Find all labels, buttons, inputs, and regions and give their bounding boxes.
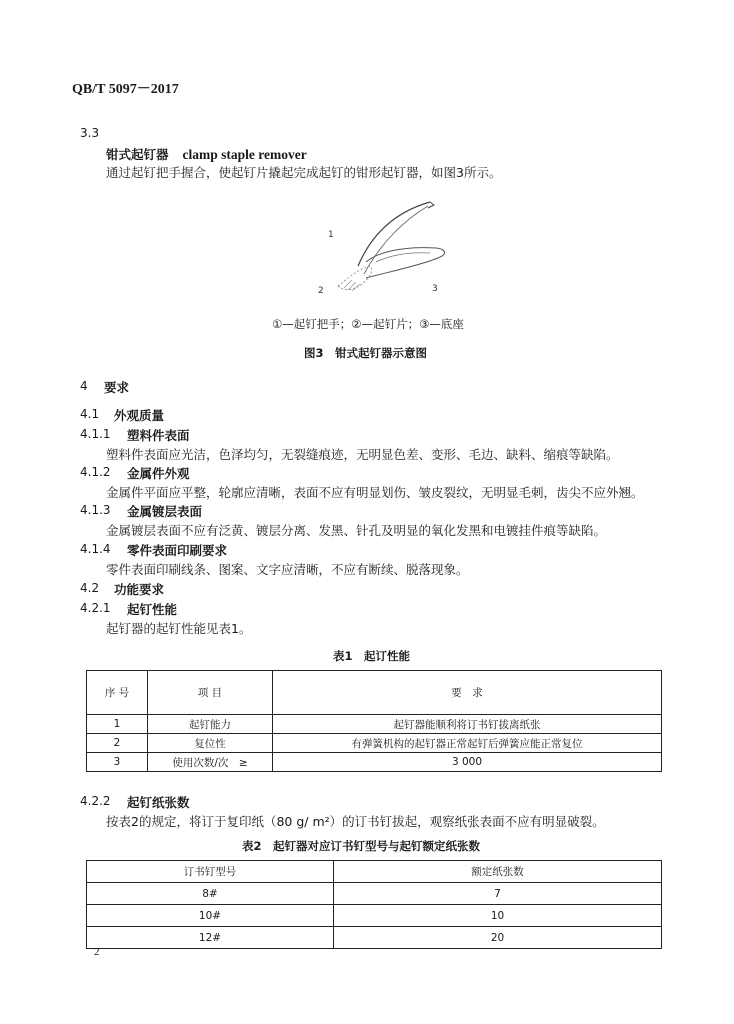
figure-caption: 图3 钳式起钉器示意图	[304, 346, 428, 360]
table-cell: 12#	[87, 927, 334, 949]
figure-legend: ①—起钉把手；②—起钉片；③—底座	[272, 317, 464, 331]
section-title: 起钉纸张数	[127, 795, 190, 810]
table-cell: 10	[334, 905, 662, 927]
table-row	[87, 905, 662, 927]
table-cell: 起钉器能顺利将订书钉拔离纸张	[273, 715, 662, 734]
section-body: 零件表面印刷线条、图案、文字应清晰，不应有断续、脱落现象。	[106, 562, 469, 577]
section-body: 按表2的规定，将订于复印纸（80 g/ m²）的订书钉拔起，观察纸张表面不应有明显破裂。	[106, 814, 605, 829]
section-title: 要求	[104, 380, 130, 395]
standard-id: QB/T 5097－2017	[72, 82, 179, 97]
table-cell: 7	[334, 883, 662, 905]
term-heading	[106, 144, 307, 163]
section-title: 起钉性能	[127, 602, 178, 617]
table-header-cell: 订书钉型号	[87, 861, 334, 883]
table-header-row	[87, 861, 662, 883]
figure-staple-remover	[318, 196, 458, 305]
table-cell: 起钉能力	[148, 715, 273, 734]
table2-caption: 表2 起钉器对应订书钉型号与起钉额定纸张数	[242, 839, 480, 853]
section-title: 塑料件表面	[127, 428, 190, 443]
table-row	[87, 734, 662, 753]
table-row	[87, 927, 662, 949]
table-cell: 复位性	[148, 734, 273, 753]
table-cell: 3 000	[273, 753, 662, 772]
section-body: 塑料件表面应光洁，色泽均匀，无裂缝痕迹，无明显色差、变形、毛边、缺料、缩痕等缺陷。	[106, 447, 619, 462]
table-row	[87, 753, 662, 772]
table-row	[87, 715, 662, 734]
section-number: 4	[80, 379, 88, 393]
figure-callout-3: 3	[432, 284, 438, 294]
section-title: 零件表面印刷要求	[127, 543, 228, 558]
section-title: 功能要求	[114, 582, 165, 597]
section-body: 起钉器的起钉性能见表1。	[106, 621, 252, 636]
table-cell: 使用次数/次 ≥	[148, 753, 273, 772]
section-number: 4.1.1	[80, 427, 111, 441]
table-cell: 有弹簧机构的起钉器正常起钉后弹簧应能正常复位	[273, 734, 662, 753]
section-number: 4.2.1	[80, 601, 111, 615]
term-title-en: clamp staple remover	[182, 147, 307, 162]
section-body: 金属镀层表面不应有泛黄、镀层分离、发黑、针孔及明显的氧化发黑和电镀挂件痕等缺陷。	[106, 523, 607, 538]
figure-callout-1: 1	[328, 230, 334, 240]
table-cell: 2	[87, 734, 148, 753]
table-cell: 8#	[87, 883, 334, 905]
page-number: 2	[94, 946, 100, 958]
table2	[86, 860, 662, 949]
section-number: 4.1	[80, 407, 100, 421]
section-number: 4.1.3	[80, 503, 111, 517]
term-title-cn: 钳式起钉器	[106, 147, 169, 162]
section-title: 金属件外观	[127, 466, 190, 481]
table-header-cell: 额定纸张数	[334, 861, 662, 883]
section-number: 3.3	[80, 126, 100, 140]
table-header-cell: 序 号	[87, 671, 148, 715]
section-title: 金属镀层表面	[127, 504, 203, 519]
table-header-cell: 要 求	[273, 671, 662, 715]
table-cell: 1	[87, 715, 148, 734]
table-header-row	[87, 671, 662, 715]
table-cell: 10#	[87, 905, 334, 927]
figure-callout-2: 2	[318, 286, 324, 296]
table-cell: 20	[334, 927, 662, 949]
section-number: 4.1.4	[80, 542, 111, 556]
section-number: 4.1.2	[80, 465, 111, 479]
table1	[86, 670, 662, 772]
table-header-cell: 项 目	[148, 671, 273, 715]
section-number: 4.2.2	[80, 794, 111, 808]
term-definition: 通过起钉把手握合，使起钉片撬起完成起钉的钳形起钉器，如图3所示。	[106, 165, 502, 180]
table-row	[87, 883, 662, 905]
table-cell: 3	[87, 753, 148, 772]
section-title: 外观质量	[114, 408, 165, 423]
section-body: 金属件平面应平整，轮廓应清晰，表面不应有明显划伤、皱皮裂纹，无明显毛刺，齿尖不应外翘。	[106, 485, 644, 500]
table1-caption: 表1 起订性能	[333, 649, 411, 663]
section-number: 4.2	[80, 581, 100, 595]
